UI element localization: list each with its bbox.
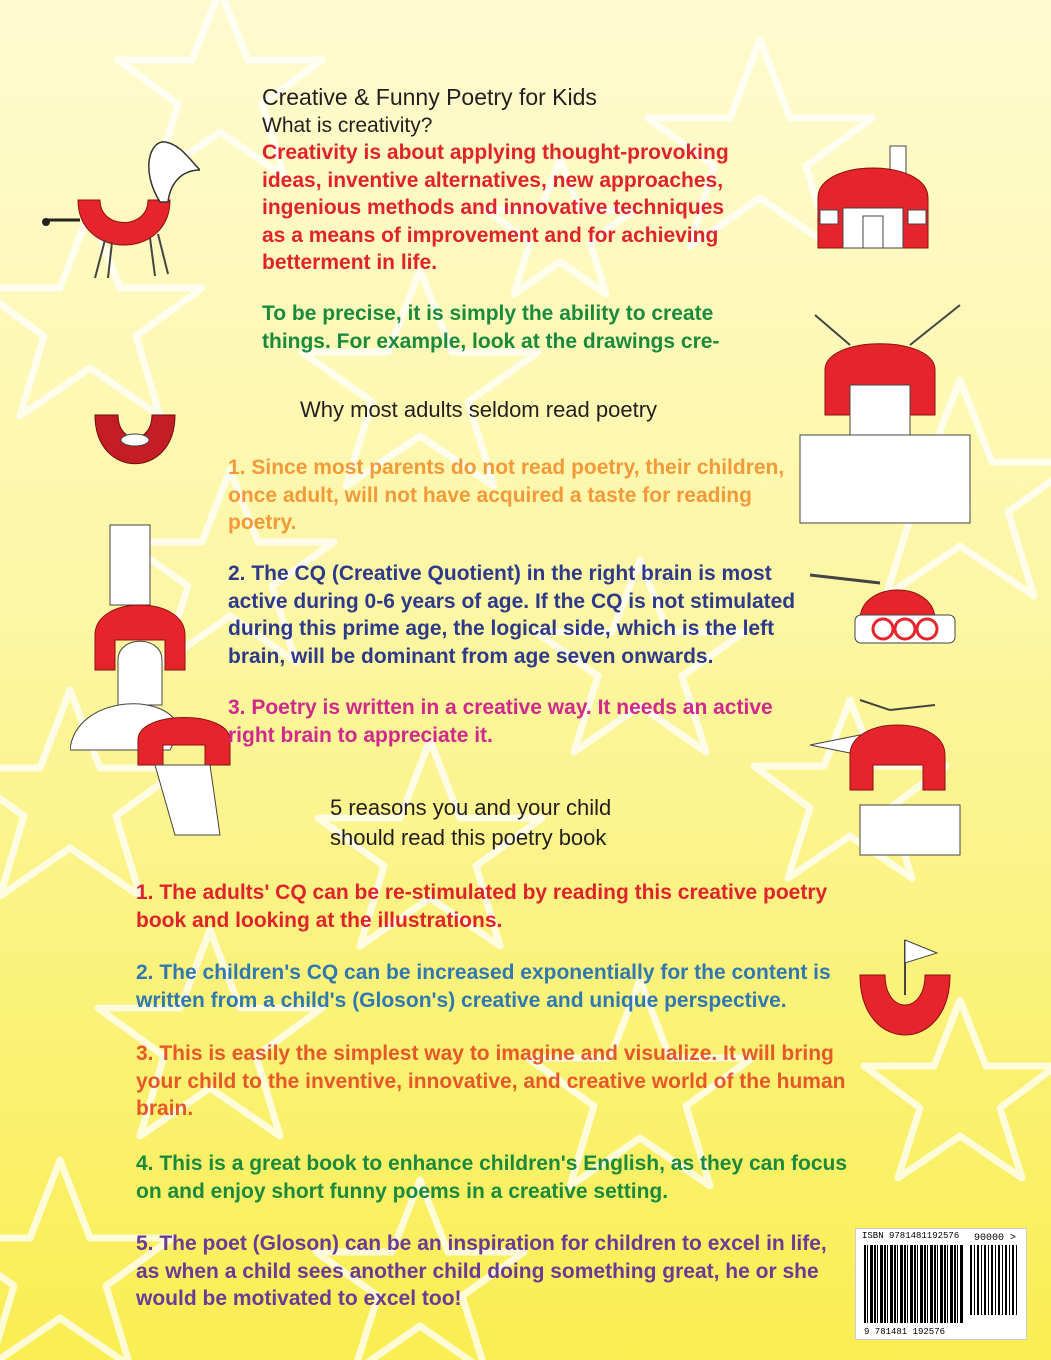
reason-item-4: 4. This is a great book to enhance children's English, as they can focus on and enjoy short funny poems in a creative setting. <box>136 1152 848 1203</box>
price-barcode-bars <box>970 1245 1018 1315</box>
house-illustration <box>808 138 948 258</box>
isbn-barcode <box>855 1228 1027 1340</box>
page-title: Creative & Funny Poetry for Kids <box>262 84 597 110</box>
barcode-digits: 9 781481 192576 <box>864 1327 946 1337</box>
helicopter-illustration <box>805 695 975 860</box>
isbn-label: ISBN 9781481192576 <box>862 1231 960 1241</box>
why-heading: Why most adults seldom read poetry <box>300 397 658 422</box>
barcode-bars <box>864 1245 964 1323</box>
tank-illustration <box>805 565 965 655</box>
boat-illustration <box>855 935 955 1045</box>
robot-illustration <box>790 295 980 525</box>
chimney-house-illustration <box>85 520 195 710</box>
price-code: 90000 > <box>973 1233 1016 1244</box>
why-item-3: 3. Poetry is written in a creative way. It needs an active right brain to appreciate it. <box>228 696 773 747</box>
reason-item-1: 1. The adults' CQ can be re-stimulated by reading this creative poetry book and looking at the illustrations. <box>136 881 828 932</box>
dog-illustration <box>40 130 200 280</box>
nest-illustration <box>90 405 180 475</box>
reason-item-3: 3. This is easily the simplest way to imagine and visualize. It will bring your child to the inventive, innovative, and creative world of the human brain. <box>136 1042 846 1120</box>
slide-illustration <box>70 690 240 840</box>
creativity-question: What is creativity? <box>262 114 433 137</box>
why-item-2: 2. The CQ (Creative Quotient) in the right brain is most active during 0-6 years of age. If the CQ is not stimulated during this prime age, the logical side, which is the left brain, will be dominant from age seven onwards. <box>228 562 796 668</box>
creativity-precise: To be precise, it is simply the ability to create things. For example, look at the drawings cre- <box>262 302 720 353</box>
reasons-heading: 5 reasons you and your child should read this poetry book <box>330 795 612 850</box>
reason-item-5: 5. The poet (Gloson) can be an inspiration for children to excel in life, as when a child sees another child doing something great, he or she would be motivated to excel too! <box>136 1232 827 1310</box>
why-item-1: 1. Since most parents do not read poetry, their children, once adult, will not have acquired a taste for reading poetry. <box>228 456 785 534</box>
creativity-definition: Creativity is about applying thought-provoking ideas, inventive alternatives, new approaches, ingenious methods and innovative techniques as a means of improvement and for achieving betterment in life. <box>262 141 729 274</box>
reason-item-2: 2. The children's CQ can be increased exponentially for the content is written from a child's (Gloson's) creative and unique perspective. <box>136 961 831 1012</box>
